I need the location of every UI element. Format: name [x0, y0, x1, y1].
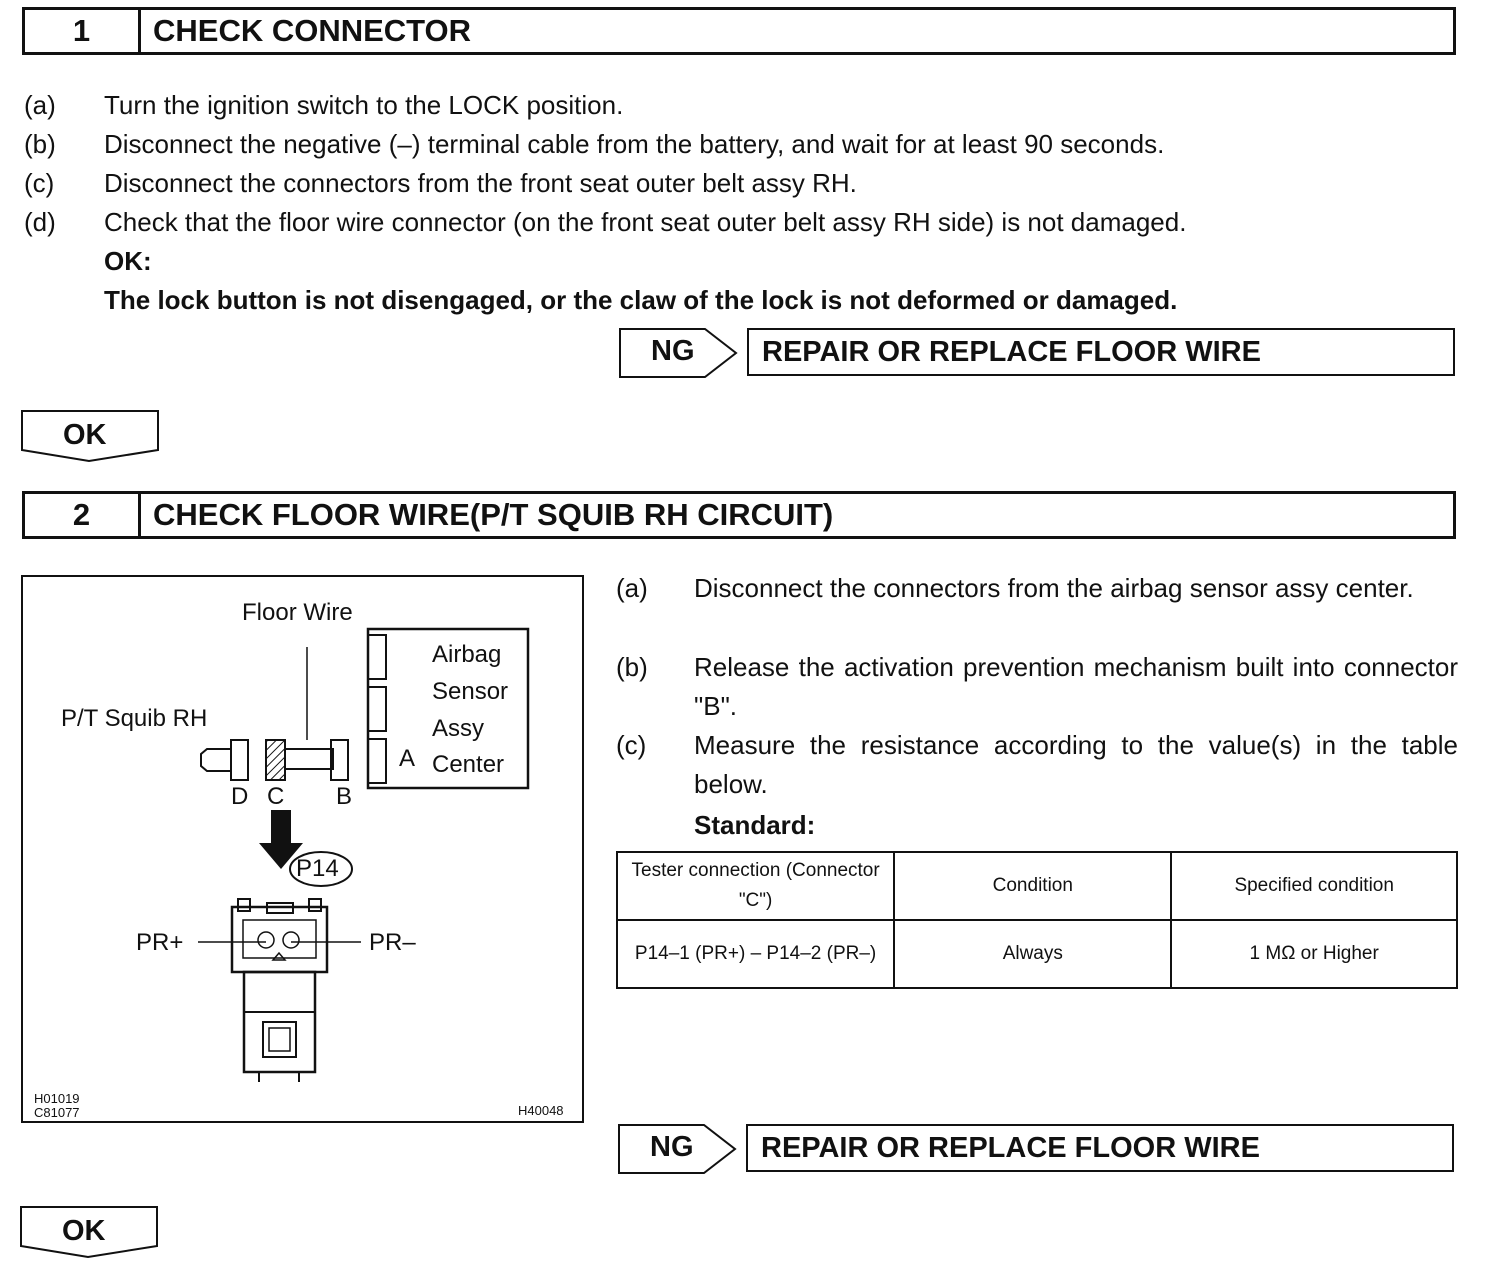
standard-table: [616, 851, 1458, 989]
sensor-label-1: Airbag: [432, 641, 502, 668]
figure-code-2: C81077: [34, 1105, 80, 1120]
item-label: (b): [24, 129, 56, 159]
step2-ok-label: OK: [62, 1215, 106, 1247]
item-text: Disconnect the connectors from the airbag sensor assy center.: [694, 573, 1414, 603]
p14-label: P14: [296, 855, 339, 882]
connector-a-label: A: [399, 745, 416, 772]
step2-ng-row: [618, 1124, 1458, 1176]
figure-code-1: H01019: [34, 1091, 80, 1106]
table-header-cell: Condition: [894, 852, 1171, 920]
pr-plus-label: PR+: [136, 929, 184, 956]
step2-number: 2: [25, 494, 141, 536]
table-row: [617, 920, 1457, 988]
step2-item-b: [616, 648, 1458, 728]
figure-code-3: H40048: [518, 1103, 564, 1118]
step1-title: CHECK CONNECTOR: [153, 13, 472, 48]
item-label: (c): [616, 730, 647, 760]
item-label: (c): [24, 168, 55, 198]
table-cell: Always: [894, 920, 1171, 988]
connector-d-label: D: [231, 783, 249, 810]
sensor-label-4: Center: [432, 751, 505, 778]
table-header-cell: Tester connection (Connector "C"): [617, 852, 894, 920]
ng-action: REPAIR OR REPLACE FLOOR WIRE: [746, 1124, 1454, 1172]
item-label: (d): [24, 207, 56, 237]
step2-header: [22, 491, 1456, 539]
step1-header: [22, 7, 1456, 55]
squib-label: P/T Squib RH: [61, 705, 208, 732]
step2-item-a: [616, 569, 1458, 649]
step2-title: CHECK FLOOR WIRE(P/T SQUIB RH CIRCUIT): [153, 497, 834, 532]
table-cell: 1 MΩ or Higher: [1171, 920, 1457, 988]
item-text: Check that the floor wire connector (on the front seat outer belt assy RH side) is not damaged.: [104, 207, 1187, 237]
item-text: Disconnect the negative (–) terminal cable from the battery, and wait for at least 90 seconds.: [104, 129, 1165, 159]
connector-b-label: B: [336, 783, 353, 810]
table-header-cell: Specified condition: [1171, 852, 1457, 920]
item-label: (a): [616, 573, 648, 603]
step1-ok-criteria: The lock button is not disengaged, or the claw of the lock is not deformed or damaged.: [104, 285, 1178, 315]
step1-ok-label: OK: [63, 419, 107, 451]
step1-ok-heading: OK:: [104, 246, 152, 276]
sensor-label-2: Sensor: [432, 678, 509, 705]
step2-item-c: [616, 726, 1458, 806]
item-label: (a): [24, 90, 56, 120]
item-text: Disconnect the connectors from the front seat outer belt assy RH.: [104, 168, 857, 198]
ng-label: NG: [651, 335, 695, 367]
item-text: Turn the ignition switch to the LOCK position.: [104, 90, 624, 120]
item-text: Release the activation prevention mechanism built into connector "B".: [694, 652, 1458, 721]
pr-minus-label: PR–: [369, 929, 416, 956]
step1-number: 1: [25, 10, 141, 52]
connector-c-label: C: [267, 783, 285, 810]
ng-action: REPAIR OR REPLACE FLOOR WIRE: [747, 328, 1455, 376]
ng-label: NG: [650, 1131, 694, 1163]
standard-heading: Standard:: [694, 810, 816, 840]
item-label: (b): [616, 652, 648, 682]
item-text: Measure the resistance according to the value(s) in the table below.: [694, 730, 1458, 799]
sensor-label-3: Assy: [432, 715, 485, 742]
connector-diagram: [21, 575, 584, 1123]
table-header-row: [617, 852, 1457, 920]
table-cell: P14–1 (PR+) – P14–2 (PR–): [617, 920, 894, 988]
floor-wire-label: Floor Wire: [242, 599, 353, 626]
step1-ng-row: [619, 328, 1459, 380]
